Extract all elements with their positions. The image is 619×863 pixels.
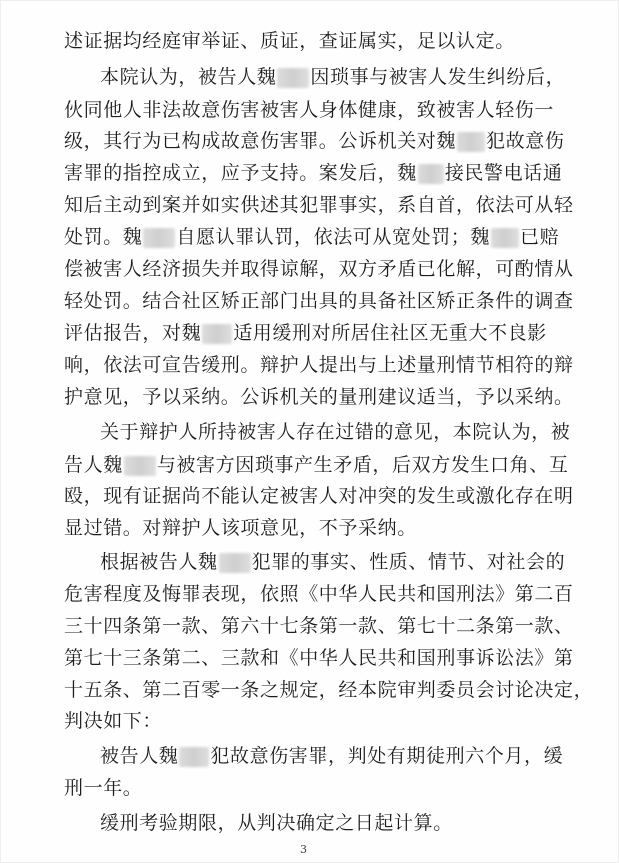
text-segment: 告人魏 <box>64 454 123 476</box>
text-segment: 已赔 <box>520 226 560 248</box>
text-segment: 偿被害人经济损失并取得谅解，双方矛盾已化解，可酌情从 <box>64 258 574 280</box>
text-segment: 轻处罚。结合社区矫正部门出具的具备社区矫正条件的调查 <box>64 290 574 312</box>
text-segment: 犯罪的事实、性质、情节、对社会的 <box>251 551 566 573</box>
page-number: 3 <box>300 843 307 856</box>
text-line <box>0 95 619 125</box>
text-segment: 评估报告，对魏 <box>64 322 202 344</box>
text-segment: 三十四条第一款、第六十七条第一款、第七十二条第一款、 <box>64 615 574 637</box>
text-line <box>0 643 619 673</box>
text-line <box>0 675 619 705</box>
text-line <box>0 579 619 609</box>
redacted-name <box>219 553 251 573</box>
text-segment: 与被害方因琐事产生矛盾，后双方发生口角、互 <box>156 454 569 476</box>
text-segment: 伙同他人非法故意伤害被害人身体健康，致被害人轻伤一 <box>64 99 555 121</box>
text-line <box>0 190 619 220</box>
text-line <box>0 481 619 511</box>
redacted-name <box>124 456 156 476</box>
text-segment: 因琐事与被害人发生纠纷后， <box>310 66 566 88</box>
text-segment: 根据被告人魏 <box>100 551 218 573</box>
text-segment: 十五条、第二百零一条之规定，经本院审判委员会讨论决定， <box>64 679 594 701</box>
text-segment: 被告人魏 <box>100 745 179 767</box>
text-segment: 缓刑考验期限，从判决确定之日起计算。 <box>100 812 453 834</box>
text-line <box>0 318 619 348</box>
text-line <box>0 773 619 803</box>
text-segment: 犯故意伤害罪，判处有期徒刑六个月，缓 <box>210 745 564 767</box>
text-line <box>0 222 619 252</box>
text-segment: 显过错。对辩护人该项意见，不予采纳。 <box>64 517 417 539</box>
text-segment: 适用缓刑对所居住社区无重大不良影 <box>233 322 547 344</box>
text-segment: 述证据均经庭审举证、质证，查证属实，足以认定。 <box>64 30 515 52</box>
text-segment: 本院认为，被告人魏 <box>100 66 277 88</box>
redacted-name <box>457 132 485 152</box>
text-line <box>0 286 619 316</box>
text-line <box>0 706 619 736</box>
text-line <box>0 450 619 480</box>
redacted-name <box>202 324 232 344</box>
text-line <box>0 254 619 284</box>
text-line <box>0 611 619 641</box>
text-line <box>0 547 619 577</box>
text-line <box>0 808 619 838</box>
redacted-name <box>179 747 209 767</box>
text-segment: 级，其行为已构成故意伤害罪。公诉机关对魏 <box>64 130 457 152</box>
text-segment: 殴，现有证据尚不能认定被害人对冲突的发生或激化存在明 <box>64 485 574 507</box>
redacted-name <box>277 68 309 88</box>
text-line <box>0 350 619 380</box>
redacted-name <box>143 228 175 248</box>
text-segment: 响，依法可宣告缓刑。辩护人提出与上述量刑情节相符的辩 <box>64 354 574 376</box>
text-segment: 刑一年。 <box>64 777 143 799</box>
redacted-name <box>418 164 444 184</box>
text-segment: 犯故意伤 <box>486 130 565 152</box>
text-segment: 第七十三条第二、三款和《中华人民共和国刑事诉讼法》第 <box>64 647 574 669</box>
text-segment: 自愿认罪认罚，依法可从宽处罚；魏 <box>176 226 491 248</box>
text-segment: 处罚。魏 <box>64 226 143 248</box>
text-segment: 危害程度及悔罪表现，依照《中华人民共和国刑法》第二百 <box>64 583 574 605</box>
text-line <box>0 417 619 447</box>
text-line <box>0 62 619 92</box>
text-line <box>0 741 619 771</box>
text-segment: 判决如下： <box>64 710 163 732</box>
text-segment: 接民警电话通 <box>444 162 563 184</box>
text-segment: 害罪的指控成立，应予支持。案发后，魏 <box>64 162 417 184</box>
redacted-name <box>491 228 519 248</box>
text-line <box>0 382 619 412</box>
text-segment: 知后主动到案并如实供述其犯罪事实，系自首，依法可从轻 <box>64 194 574 216</box>
text-line <box>0 126 619 156</box>
text-segment: 护意见，予以采纳。公诉机关的量刑建议适当，予以采纳。 <box>64 386 574 408</box>
text-segment: 关于辩护人所持被害人存在过错的意见，本院认为，被 <box>100 421 571 443</box>
text-line <box>0 26 619 56</box>
text-line <box>0 513 619 543</box>
text-line <box>0 158 619 188</box>
